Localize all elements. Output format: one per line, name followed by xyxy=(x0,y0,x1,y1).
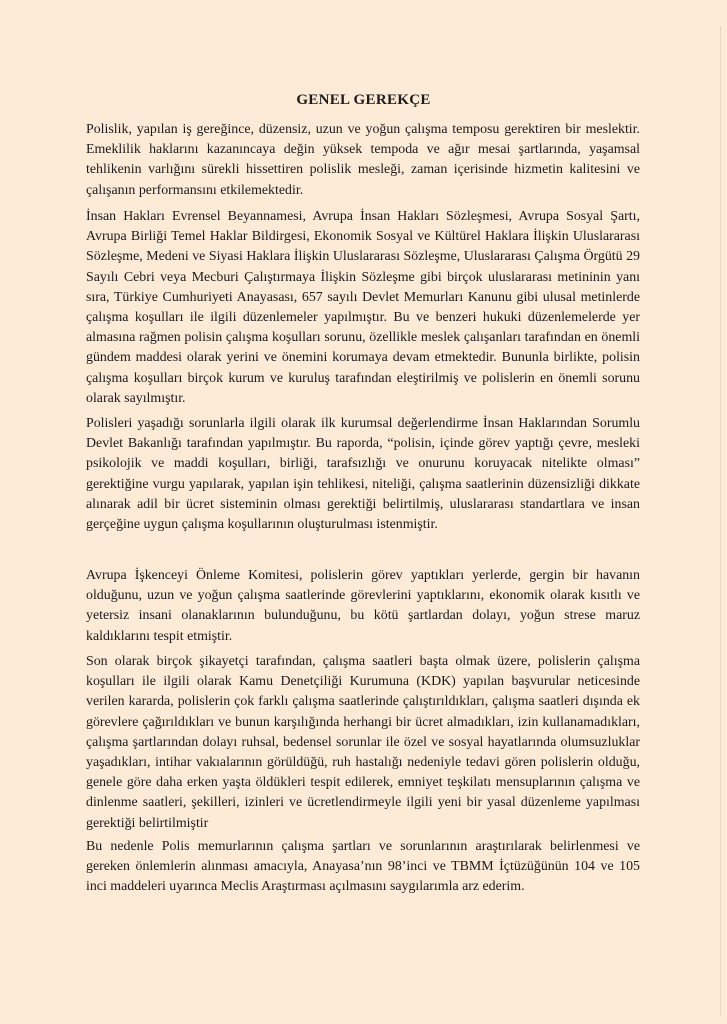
paragraph-legal-framework: İnsan Hakları Evrensel Beyannamesi, Avrupa İnsan Hakları Sözleşmesi, Avrupa Sosyal Şartı, Avrupa Birliği Temel Haklar Bildirgesi, Ekonomik Sosyal ve Kültürel Haklara İlişkin Uluslararası Sözleşme, Medeni ve Siyasi Haklara İlişkin Uluslararası Sözleşme, Uluslararası Çalışma Örgütü 29 Sayılı Cebri veya Mecburi Çalıştırmaya İlişkin Sözleşme gibi birçok uluslararası metininin yanı sıra, Türkiye Cumhuriyeti Anayasası, 657 sayılı Devlet Memurları Kanunu gibi ulusal metinlerde çalışma koşulları ile ilgili düzenlemeler yapılmıştır. Bu ve benzeri hukuki düzenlemelerde yer almasına rağmen polisin çalışma koşulları sorunu, özellikle meslek çalışanları tarafından en önemli gündem maddesi olarak yerini ve önemini korumaya devam etmektedir. Bununla birlikte, polisin çalışma koşulları birçok kurum ve kuruluş tarafından eleştirilmiş ve polislerin en önemli sorunu olarak sayılmıştır. xyxy=(86,209,640,406)
document-title: GENEL GEREKÇE xyxy=(296,92,431,108)
paragraph-ministry-report: Polisleri yaşadığı sorunlarla ilgili olarak ilk kurumsal değerlendirme İnsan Haklarından Sorumlu Devlet Bakanlığı tarafından yapılmıştır. Bu raporda, “polisin, içinde görev yaptığı çevre, mesleki psikolojik ve maddi koşulları, birliği, tarafsızlığı ve onurunu koruyacak nitelikte olması” gerektiğine vurgu yapılarak, yapılan işin tehlikesi, niteliği, çalışma saatlerinin düzensizliği dikkate alınarak adil bir ücret sisteminin olması gerektiği belirtilmiş, uluslararası standartlara ve insan gerçeğine uygun çalışma koşullarının oluşturulması istenmiştir. xyxy=(86,416,640,533)
paragraph-cpt-findings: Avrupa İşkenceyi Önleme Komitesi, polislerin görev yaptıkları yerlerde, gergin bir havanın olduğunu, uzun ve yoğun çalışma saatlerinde görevlerini yaptıklarını, ekonomik olarak kısıtlı ve yetersiz insani olanaklarının bulunduğunu, bu kötü şartlardan dolayı, yoğun strese maruz kaldıklarını tespit etmiştir. xyxy=(86,568,640,644)
page-edge-shadow xyxy=(720,26,721,1016)
paragraph-request: Bu nedenle Polis memurlarının çalışma şartları ve sorunlarının araştırılarak belirlenmesi ve gereken önlemlerin alınması amacıyla, Anayasa’nın 98’inci ve TBMM İçtüzüğünün 104 ve 105 inci maddeleri uyarınca Meclis Araştırması açılmasını saygılarımla arz ederim. xyxy=(86,839,640,895)
paragraph-ombudsman-decision: Son olarak birçok şikayetçi tarafından, çalışma saatleri başta olmak üzere, polislerin çalışma koşulları ile ilgili olarak Kamu Denetçiliği Kurumuna (KDK) yapılan başvurular neticesinde verilen kararda, polislerin çok farklı çalışma saatlerinde çalıştırıldıkları, çalışma saatleri dışında ek görevlere çağırıldıkları ve bunun karşılığında herhangi bir ücret almadıkları, izin kullanamadıkları, çalışma şartlarından dolayı ruhsal, bedensel sorunlar ile özel ve sosyal hayatlarında olumsuzluklar yaşadıkları, intihar vakıalarının görüldüğü, ruh hastalığı nedeniyle tedavi gören polislerin olduğu, genele göre daha erken yaşta öldükleri tespit edilerek, emniyet teşkilatı mensuplarının çalışma ve dinlenme saatleri, şekilleri, izinleri ve ücretlendirmeyle ilgili yeni bir yasal düzenleme yapılması gerektiği belirtilmiştir xyxy=(86,654,640,831)
paragraph-policing-profession: Polislik, yapılan iş gereğince, düzensiz, uzun ve yoğun çalışma temposu gerektiren bir meslektir. Emeklilik haklarını kazanıncaya değin yüksek tempoda ve ağır mesai şartlarında, yaşamsal tehlikenin varlığını sürekli hissettiren polislik mesleği, zaman içerisinde hizmetin kalitesini ve çalışanın performansını etkilemektedir. xyxy=(86,122,640,198)
